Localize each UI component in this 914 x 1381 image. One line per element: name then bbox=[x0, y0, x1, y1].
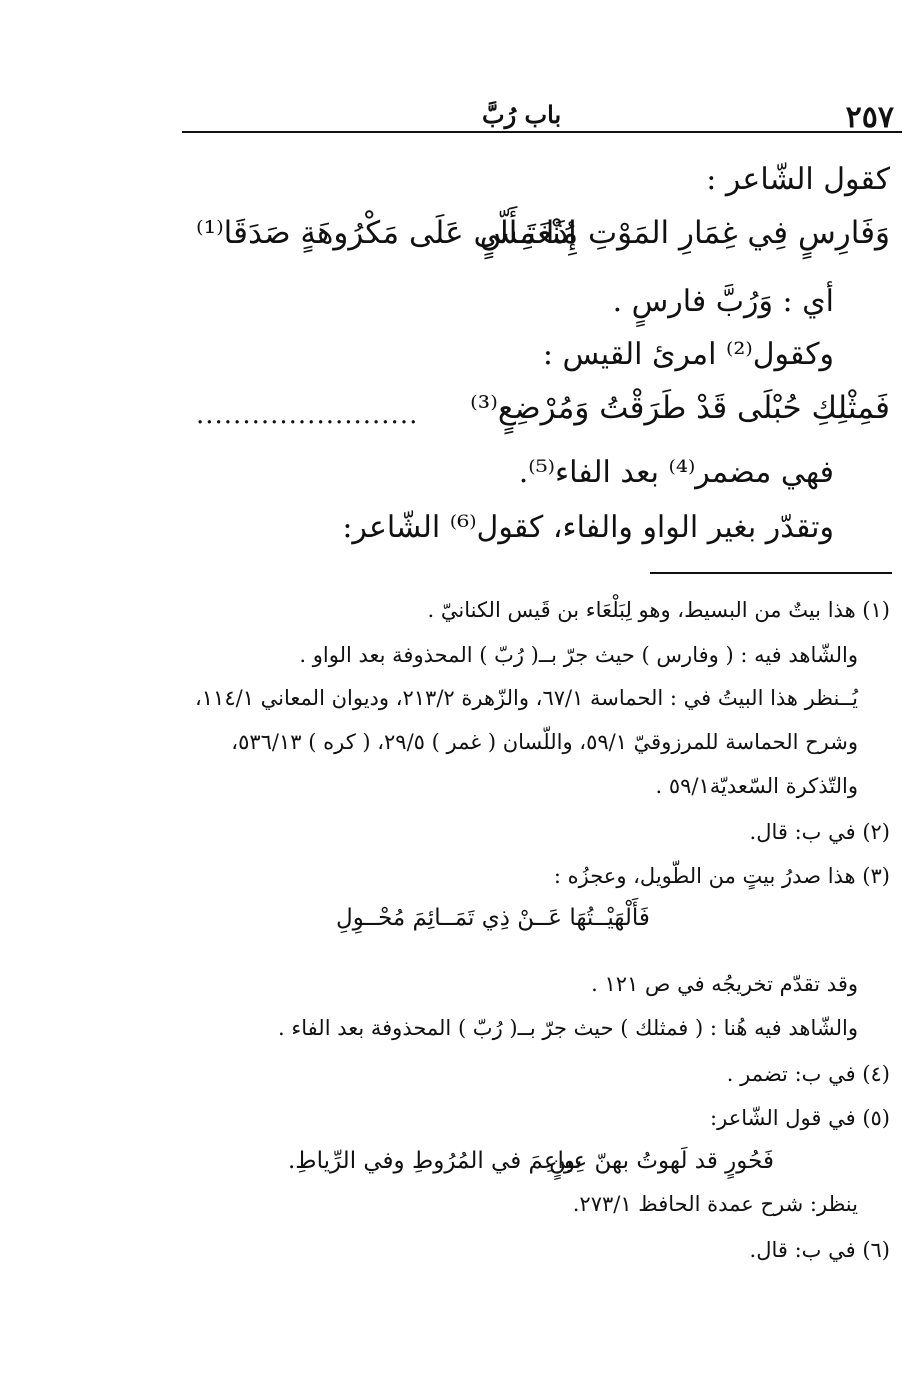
footnote-3-line-2: وقد تقدّم تخريجُه في ص ١٢١ . bbox=[591, 972, 858, 996]
footnote-3-line-3: والشّاهد فيه هُنا : ( فمثلك ) حيث جرّ بــ( رُبّ ) المحذوفة بعد الفاء . bbox=[278, 1016, 858, 1040]
without-waw-line: وتقدّر بغير الواو والفاء، كقول⁽⁶⁾ الشّاعر: bbox=[342, 510, 834, 545]
imru-intro-line: وكقول⁽²⁾ امرئ القيس : bbox=[542, 337, 834, 372]
verse2-ellipsis: ........................ bbox=[196, 400, 419, 430]
footnote-6: (٦) في ب: قال. bbox=[749, 1238, 890, 1262]
footnote-3-line-1: (٣) هذا صدرُ بيتٍ من الطّويل، وعجزُه : bbox=[553, 864, 890, 888]
verse2-first-hemistich: فَمِثْلِكِ حُبْلَى قَدْ طَرَقْتُ وَمُرْضِعٍ⁽³⁾ bbox=[470, 390, 890, 426]
footnote-1-line-4: وشرح الحماسة للمرزوقيّ ٥٩/١، واللّسان ( غمر ) ٢٩/٥، ( كره ) ٥٣٦/١٣، bbox=[231, 730, 858, 754]
footnote-5-line-2: ينظر: شرح عمدة الحافظ ٢٧٣/١. bbox=[572, 1192, 858, 1216]
verse1-first-hemistich: وَفَارِسٍ فِي غِمَارِ المَوْتِ مُنْغَمِسٍ bbox=[479, 215, 890, 251]
footnote-4: (٤) في ب: تضمر . bbox=[726, 1062, 890, 1086]
footnote-5-line-1: (٥) في قول الشّاعر: bbox=[710, 1106, 890, 1130]
footnote-5-verse-second: نواعِمَ في المُرُوطِ وفي الرِّياطِ. bbox=[288, 1148, 583, 1174]
footnote-3-verse: فَأَلْهَيْــتُهَا عَــنْ ذِي تَمَــائِمَ مُحْــوِلِ bbox=[336, 905, 650, 931]
footnote-1-line-3: يُــنظر هذا البيتُ في : الحماسة ٦٧/١، والزّهرة ٢١٣/٢، وديوان المعاني ١١٤/١، bbox=[195, 686, 858, 710]
intro-line: كقول الشّاعر : bbox=[706, 162, 890, 197]
footnote-rule bbox=[650, 572, 892, 574]
verse1-second-hemistich: إِذَا تَـأَلّى عَلَى مَكْرُوهَةٍ صَدَقَا⁽¹⁾ bbox=[196, 215, 577, 251]
footnote-1-line-2: والشّاهد فيه : ( وفارس ) حيث جرّ بــ( رُبّ ) المحذوفة بعد الواو . bbox=[299, 643, 858, 667]
footnote-2: (٢) في ب: قال. bbox=[749, 820, 890, 844]
footnote-1-line-1: (١) هذا بيتٌ من البسيط، وهو لِبَلْعَاء بن قَيس الكنانيّ . bbox=[427, 598, 890, 622]
footnote-1-line-5: والتّذكرة السّعديّة٥٩/١ . bbox=[655, 774, 858, 798]
footnote-5-verse-first: فَحُورٍ قد لَهوتُ بهنّ عِينٍ bbox=[549, 1148, 774, 1174]
running-title: باب رُبَّ bbox=[482, 100, 562, 129]
page-number: ٢٥٧ bbox=[845, 100, 894, 135]
after-fa-line: فهي مضمر⁽⁴⁾ بعد الفاء⁽⁵⁾. bbox=[518, 455, 834, 490]
explanation-line: أي : وَرُبَّ فارسٍ . bbox=[612, 284, 834, 319]
header-rule bbox=[182, 131, 902, 133]
